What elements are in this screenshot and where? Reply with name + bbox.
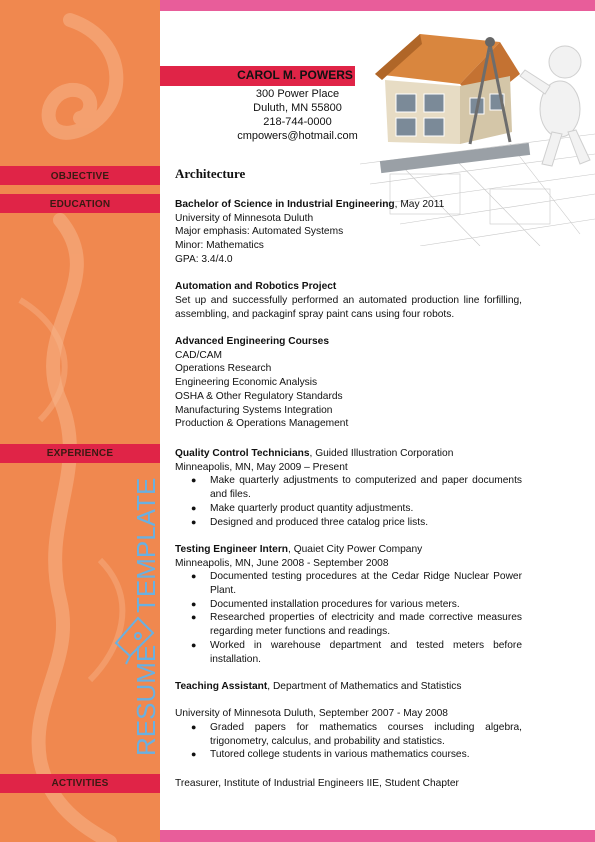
education-section: [175, 198, 522, 431]
degree-date: , May 2011: [394, 199, 445, 210]
degree-title: Bachelor of Science in Industrial Engineering: [175, 199, 395, 210]
job-org: , Quaiet City Power Company: [288, 543, 423, 555]
experience-section: [175, 447, 522, 762]
gpa: GPA: 3.4/4.0: [175, 253, 233, 265]
candidate-name: CAROL M. POWERS: [237, 68, 353, 82]
minor: Minor: Mathematics: [175, 240, 264, 252]
job-title: Teaching Assistant: [175, 680, 268, 692]
watermark-word-template: TEMPLATE: [131, 478, 161, 613]
section-objective-label: OBJECTIVE: [50, 171, 110, 182]
objective-text: Architecture: [175, 166, 246, 181]
activity-item: Treasurer, Institute of Industrial Engineers IIE, Student Chapter: [175, 778, 459, 789]
course-item: OSHA & Other Regulatory Standards: [175, 390, 343, 402]
school: University of Minnesota Duluth: [175, 212, 314, 224]
email-link[interactable]: cmpowers@hotmail.com: [237, 130, 358, 142]
project-description: Set up and successfully performed an automated production line forfilling, assembling, and packaginf spray paint cans using four robots.: [175, 294, 522, 320]
job-bullet: ● Tutored college students in various mathematics courses.: [175, 748, 522, 762]
job-org: , Department of Mathematics and Statistics: [267, 680, 462, 692]
resume-template-watermark: [108, 478, 163, 758]
address-line: 300 Power Place: [255, 88, 340, 100]
course-item: Manufacturing Systems Integration: [175, 404, 333, 416]
activities-section: [175, 777, 522, 791]
job-location: Minneapolis, MN, May 2009 – Present: [175, 461, 348, 473]
major: Major emphasis: Automated Systems: [175, 226, 344, 238]
job-bullet: ● Make quarterly product quantity adjustments.: [175, 502, 522, 516]
contact-block: [210, 87, 385, 143]
job-bullet: ● Documented installation procedures for various meters.: [175, 598, 522, 612]
job-title: Testing Engineer Intern: [175, 543, 289, 555]
job-bullet: ● Worked in warehouse department and tested meters before installation.: [175, 639, 522, 666]
course-item: CAD/CAM: [175, 349, 222, 361]
section-activities-label: ACTIVITIES: [51, 778, 109, 789]
job-location: Minneapolis, MN, June 2008 - September 2008: [175, 557, 389, 569]
job-bullet: ● Designed and produced three catalog price lists.: [175, 516, 522, 530]
job-bullet: ● Graded papers for mathematics courses including algebra, trigonometry, calculus, and probability and statistics.: [175, 721, 522, 748]
section-experience-label: EXPERIENCE: [46, 448, 114, 459]
course-item: Operations Research: [175, 363, 272, 375]
watermark-word-resume: RESUME: [131, 644, 161, 756]
city-line: Duluth, MN 55800: [253, 102, 342, 114]
job-bullet: ● Researched properties of electricity and made corrective measures regarding meter functions and readings.: [175, 611, 522, 638]
job-title: Quality Control Technicians: [175, 448, 310, 459]
course-item: Production & Operations Management: [175, 418, 349, 430]
courses-title: Advanced Engineering Courses: [175, 336, 329, 347]
bottom-accent-bar: [160, 830, 595, 842]
project-title: Automation and Robotics Project: [175, 281, 337, 293]
job-bullet: ● Make quarterly adjustments to computerized and paper documents and files.: [175, 474, 522, 501]
section-education-label: EDUCATION: [49, 199, 111, 210]
top-accent-bar: [160, 0, 595, 11]
course-item: Engineering Economic Analysis: [175, 377, 318, 389]
job-bullet: ● Documented testing procedures at the Cedar Ridge Nuclear Power Plant.: [175, 570, 522, 597]
job-org: , Guided Illustration Corporation: [309, 448, 454, 459]
job-location: University of Minnesota Duluth, September 2007 - May 2008: [175, 708, 448, 720]
phone-line: 218-744-0000: [263, 116, 332, 128]
